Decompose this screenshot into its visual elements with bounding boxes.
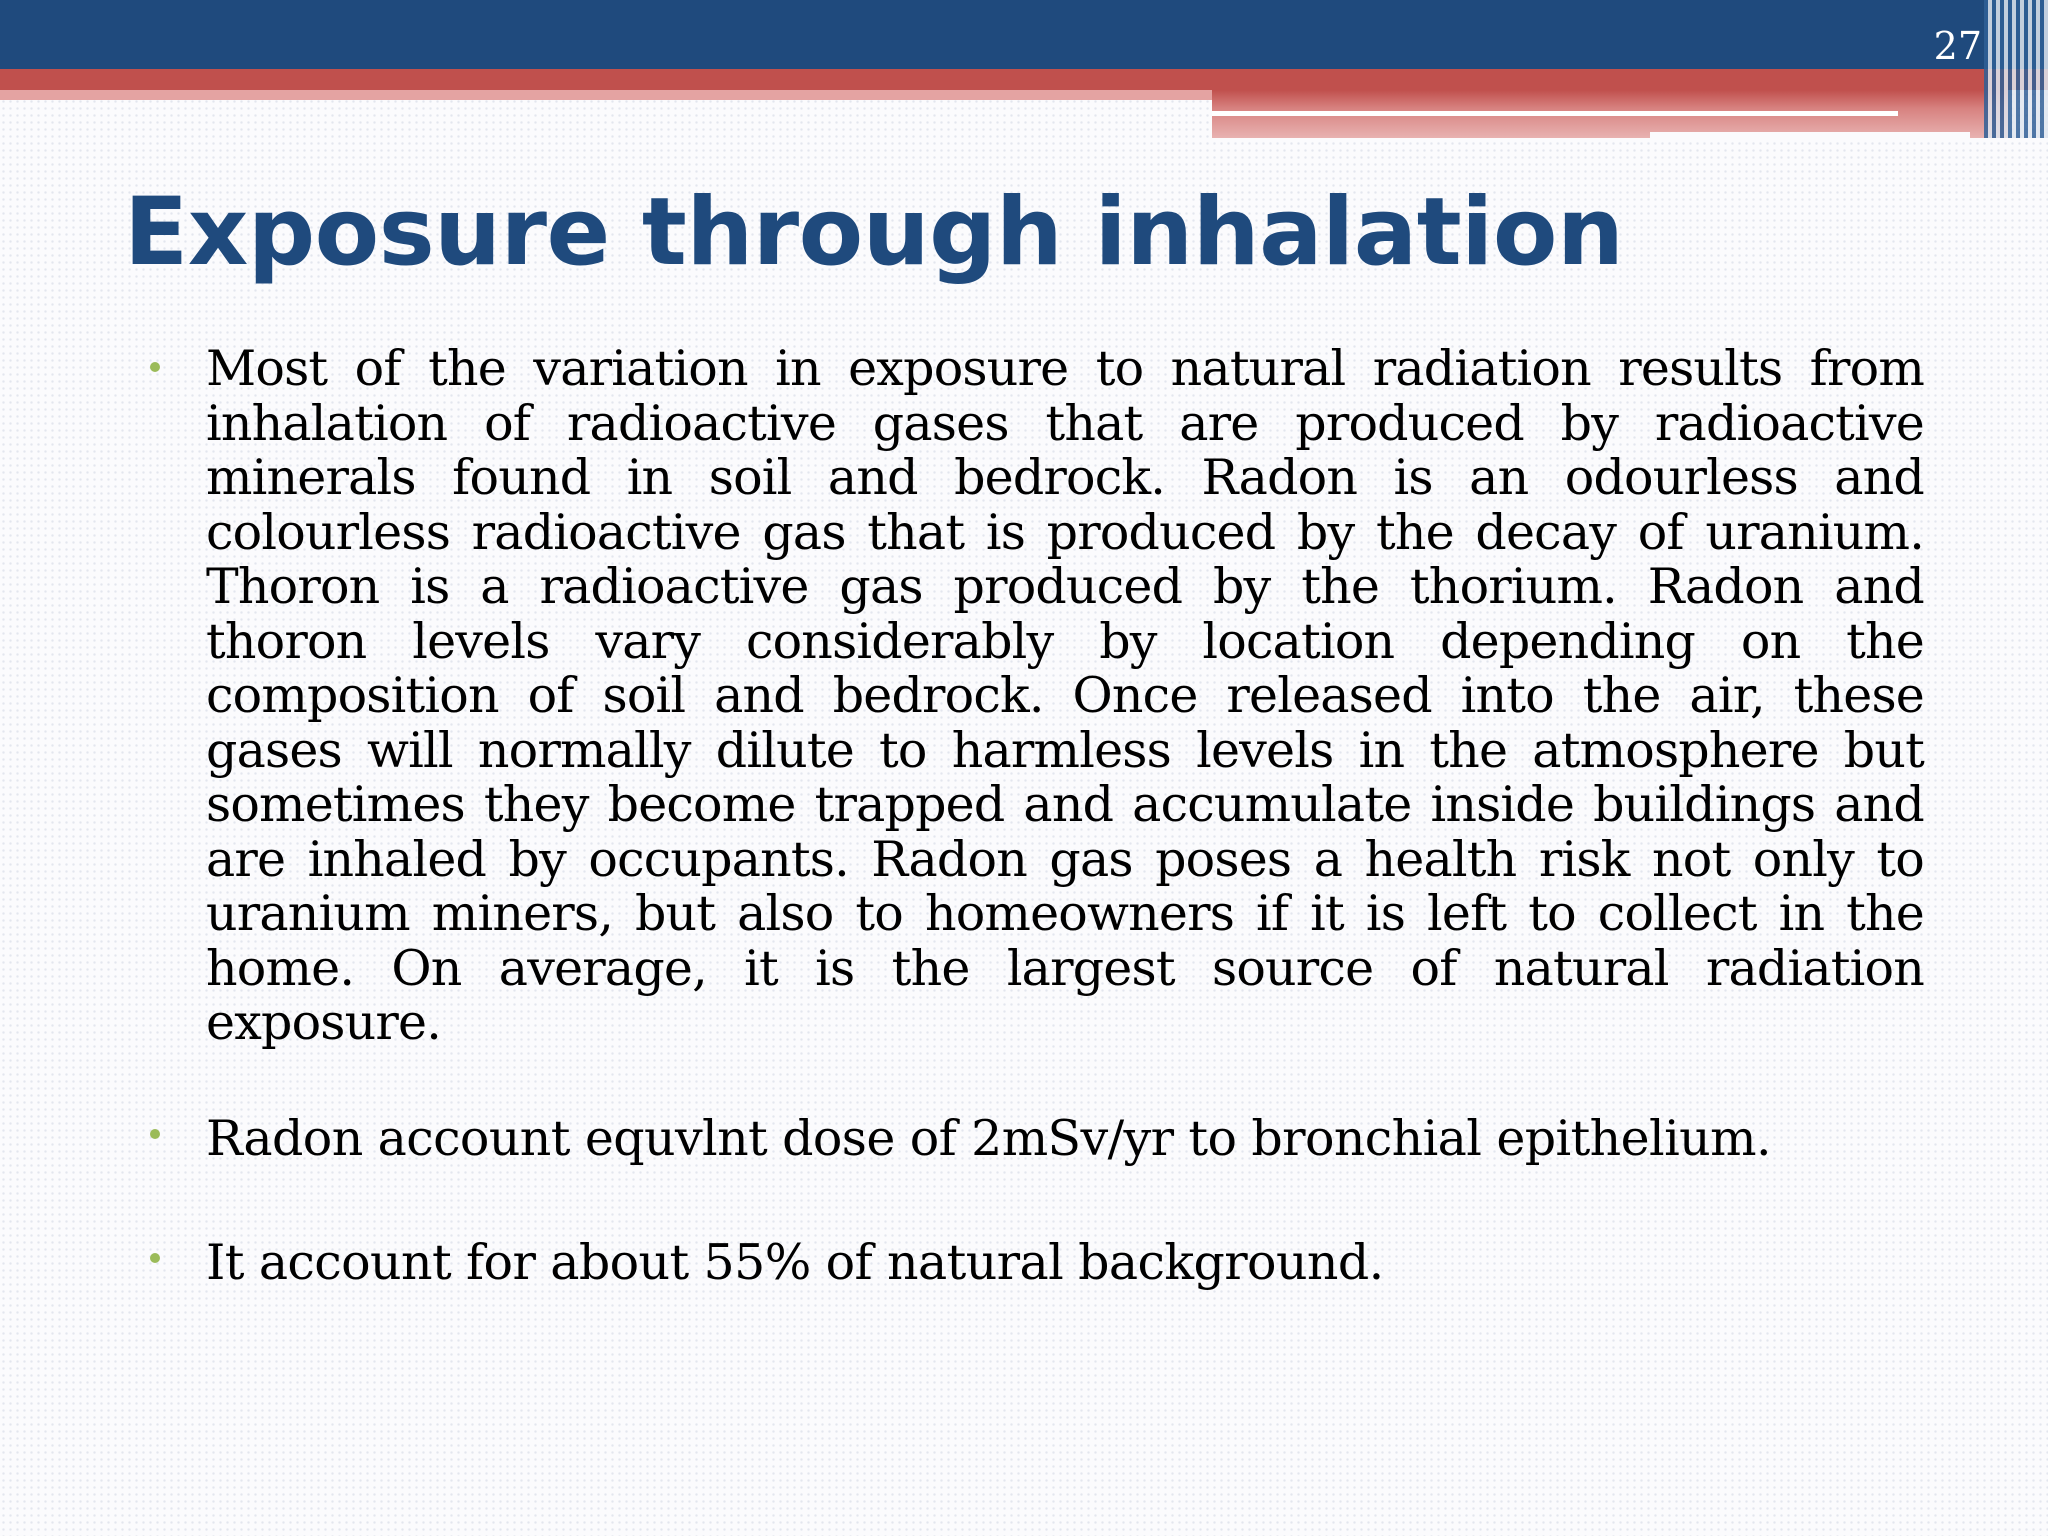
bullet-text: Radon account equvlnt dose of 2mSv/yr to bronchial epithelium. [206, 1109, 1771, 1167]
bullet-text: It account for about 55% of natural background. [206, 1233, 1384, 1291]
slide-title: Exposure through inhalation [124, 178, 1624, 287]
bullet-list [0, 342, 2048, 1293]
bullet-dot-icon [150, 362, 160, 372]
slide-number: 27 [1933, 24, 1982, 68]
bullet-dot-icon [150, 1253, 160, 1263]
bullet-item [206, 1233, 1924, 1293]
header-vertical-stripes [1984, 0, 2048, 138]
bullet-dot-icon [150, 1129, 160, 1139]
bullet-item [206, 342, 1924, 1051]
header-decoration-line-lower [1650, 132, 1970, 138]
header-decoration-line [1212, 111, 1898, 116]
header-bar [0, 0, 2048, 69]
header-accent-stripe [0, 69, 2048, 90]
bullet-item [206, 1109, 1924, 1169]
bullet-text: Most of the variation in exposure to natural radiation results from inhalation of radioactive gases that are produced by radioactive minerals found in soil and bedrock. Radon is an odourless and colourless radioactive gas that is produced by the decay of uranium. Thoron is a radioactive gas produced by the thorium. Radon and thoron levels vary considerably by location depending on the composition of soil and bedrock. Once released into the air, these gases will normally dilute to harmless levels in the atmosphere but sometimes they become trapped and accumulate inside buildings and are inhaled by occupants. Radon gas poses a health risk not only to uranium miners, but also to homeowners if it is left to collect in the home. On average, it is the largest source of natural radiation exposure. [206, 340, 1924, 1051]
header-accent-stripe-light [0, 90, 1212, 100]
